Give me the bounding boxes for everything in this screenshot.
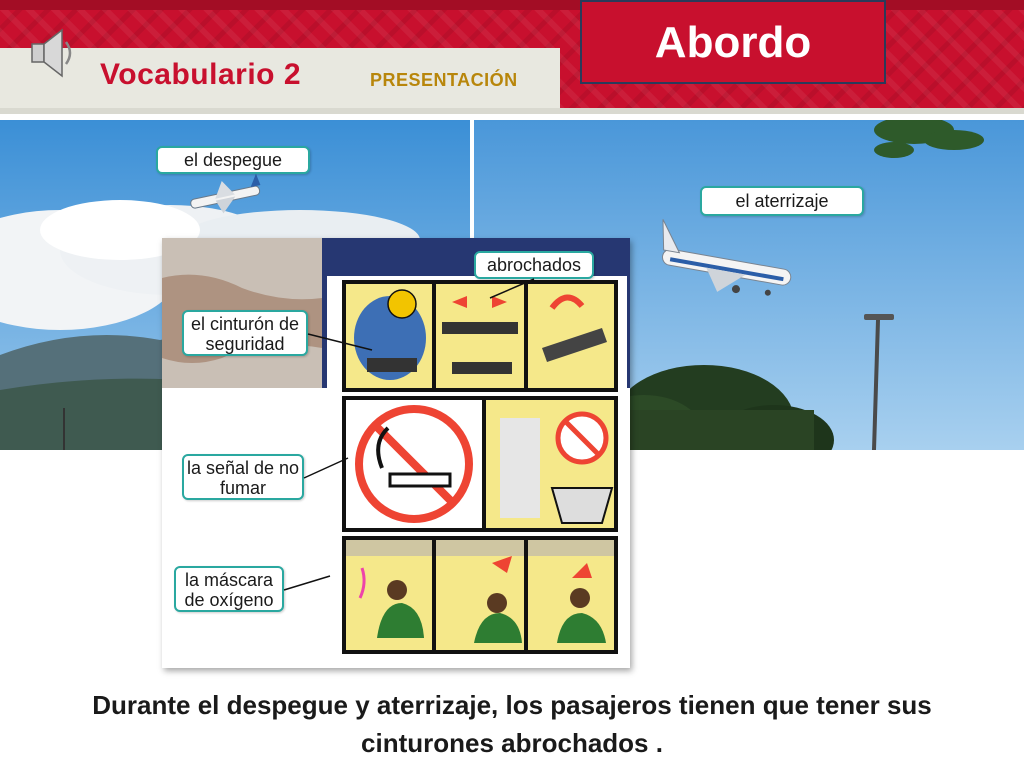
speaker-icon[interactable] [28,26,80,80]
label-no-smoking: la señal de no fumar [182,454,304,500]
header-shadow [0,108,1024,114]
label-buckled: abrochados [474,251,594,279]
label-takeoff: el despegue [156,146,310,174]
label-seatbelt: el cinturón de seguridad [182,310,308,356]
label-landing: el aterrizaje [700,186,864,216]
slide-caption: Durante el despegue y aterrizaje, los pasajeros tienen que tener sus cinturones abrochados . [92,690,932,758]
slide-title-box [580,0,886,84]
slide-title: Abordo [654,18,812,67]
label-oxygen-mask: la máscara de oxígeno [174,566,284,612]
section-label: PRESENTACIÓN [370,70,518,90]
vocabulary-title: Vocabulario 2 [100,58,302,91]
